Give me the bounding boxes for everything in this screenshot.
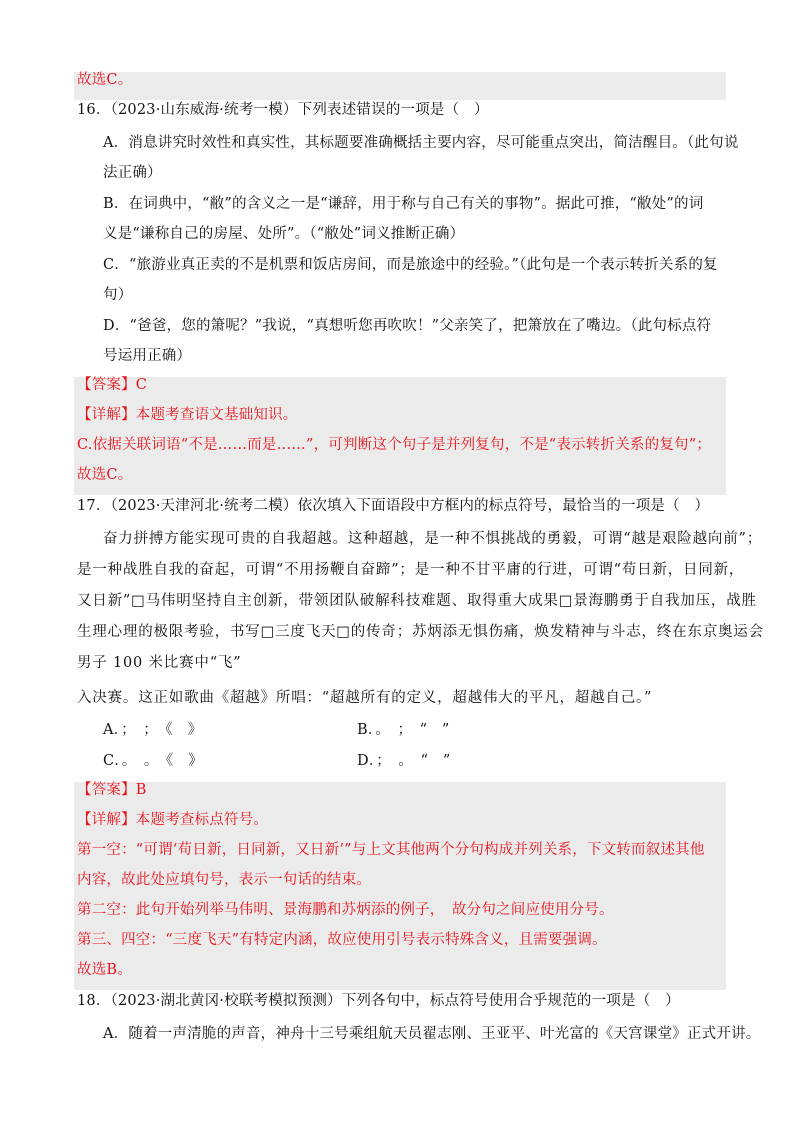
- answer-line: [0, 835, 800, 865]
- answer-text: 内容，故此处应填句号，表示一句话的结束。: [77, 872, 371, 888]
- line-text: A．； ； 《 》: [103, 722, 203, 738]
- line-text: C．“旅游业真正卖的不是机票和饭店房间，而是旅途中的经验。”（此句是一个表示转折关系的复: [103, 257, 718, 273]
- text-line: [0, 189, 800, 219]
- answer-line: [0, 895, 800, 925]
- line-text: 又日新”□马伟明坚持自主创新，带领团队破解科技难题、取得重大成果□景海鹏勇于自我加压，战胜: [77, 593, 757, 609]
- line-text: 入决赛。这正如歌曲《超越》所唱：“超越所有的定义，超越伟大的平凡，超越自己。”: [77, 690, 653, 706]
- answer-line: [0, 400, 800, 430]
- text-line: [0, 586, 800, 616]
- line-text: 奋力拼搏方能实现可贵的自我超越。这种超越，是一种不惧挑战的勇毅，可谓“越是艰险越向前”；: [103, 531, 763, 547]
- line-text: D．； 。 “ ”: [357, 753, 451, 769]
- answer-line: [0, 775, 800, 805]
- answer-text: 第三、四空：“三度飞天”有特定内涵，故应使用引号表示特殊含义，且需要强调。: [77, 932, 607, 948]
- line-text: 男子 100 米比赛中“飞”: [77, 655, 242, 671]
- text-line: [0, 746, 800, 776]
- answer-text: 故选B。: [77, 962, 132, 978]
- text-line: [0, 986, 800, 1016]
- text-line: [0, 648, 800, 678]
- answer-text: 第二空：此句开始列举马伟明、景海鹏和苏炳添的例子， 故分句之间应使用分号。: [77, 902, 614, 918]
- text-line: [0, 617, 800, 647]
- answer-text: 【详解】本题考查语文基础知识。: [77, 407, 298, 423]
- answer-text: 【答案】C: [77, 377, 148, 393]
- text-line: [0, 219, 800, 249]
- line-text: B．。 ； “ ”: [357, 722, 450, 738]
- text-line: [0, 280, 800, 310]
- answer-line: [0, 460, 800, 490]
- text-line: [0, 491, 800, 521]
- text-line: [0, 683, 800, 713]
- text-line: [0, 250, 800, 280]
- text-line: [0, 1019, 800, 1049]
- text-line: [0, 158, 800, 188]
- text-line: [0, 341, 800, 371]
- text-line: [0, 95, 800, 125]
- line-text: 16．（2023·山东威海·统考一模）下列表述错误的一项是（ ）: [77, 102, 489, 118]
- line-text: C．。 。 《 》: [103, 753, 203, 769]
- text-line: [0, 311, 800, 341]
- line-text: 义是“谦称自己的房屋、处所”。（“敝处”词义推断正确）: [103, 226, 465, 242]
- answer-text: 【详解】本题考查标点符号。: [77, 812, 269, 828]
- answer-line: [0, 955, 800, 985]
- line-text: 是一种战胜自我的奋起，可谓“不用扬鞭自奋蹄”；是一种不甘平庸的行进，可谓“苟日新，日同新，: [77, 562, 745, 578]
- line-text: 号运用正确）: [103, 348, 192, 364]
- answer-line: [0, 65, 800, 95]
- line-text: 17．（2023·天津河北·统考二模）依次填入下面语段中方框内的标点符号，最恰当的一项是（ ）: [77, 498, 710, 514]
- answer-text: C.依据关联词语“不是……而是……”，可判断这个句子是并列复句，不是“表示转折关系的复句”；: [77, 437, 712, 453]
- line-text: 18．（2023·湖北黄冈·校联考模拟预测）下列各句中，标点符号使用合乎规范的一项是（ ）: [77, 993, 680, 1009]
- text-line: [0, 524, 800, 554]
- line-text: B．在词典中，“敝”的含义之一是“谦辞，用于称与自己有关的事物”。据此可推，“敝处”的词: [103, 196, 704, 212]
- line-text: 生理心理的极限考验，书写□三度飞天□的传奇；苏炳添无惧伤痛，焕发精神与斗志，终在东京奥运会: [77, 624, 764, 640]
- answer-line: [0, 805, 800, 835]
- answer-line: [0, 925, 800, 955]
- answer-line: [0, 370, 800, 400]
- line-text: A．随着一声清脆的声音，神舟十三号乘组航天员翟志刚、王亚平、叶光富的《天宫课堂》正式开讲。: [103, 1026, 761, 1042]
- text-line: [0, 555, 800, 585]
- answer-text: 故选C。: [77, 467, 133, 483]
- line-text: A．消息讲究时效性和真实性，其标题要准确概括主要内容，尽可能重点突出，简洁醒目。（此句说: [103, 135, 739, 151]
- answer-line: [0, 865, 800, 895]
- line-text: 法正确）: [103, 165, 162, 181]
- answer-line: [0, 430, 800, 460]
- answer-text: 第一空：“可谓‘苟日新，日同新，又日新’”与上文其他两个分句构成并列关系，下文转而叙述其他: [77, 842, 705, 858]
- answer-text: 【答案】B: [77, 782, 147, 798]
- text-line: [0, 715, 800, 745]
- text-line: [0, 128, 800, 158]
- line-text: D．“爸爸，您的箫呢？”我说，“真想听您再吹吹！”父亲笑了，把箫放在了嘴边。（此句标点符: [103, 318, 712, 334]
- answer-text: 故选C。: [77, 72, 133, 88]
- line-text: 句）: [103, 287, 133, 303]
